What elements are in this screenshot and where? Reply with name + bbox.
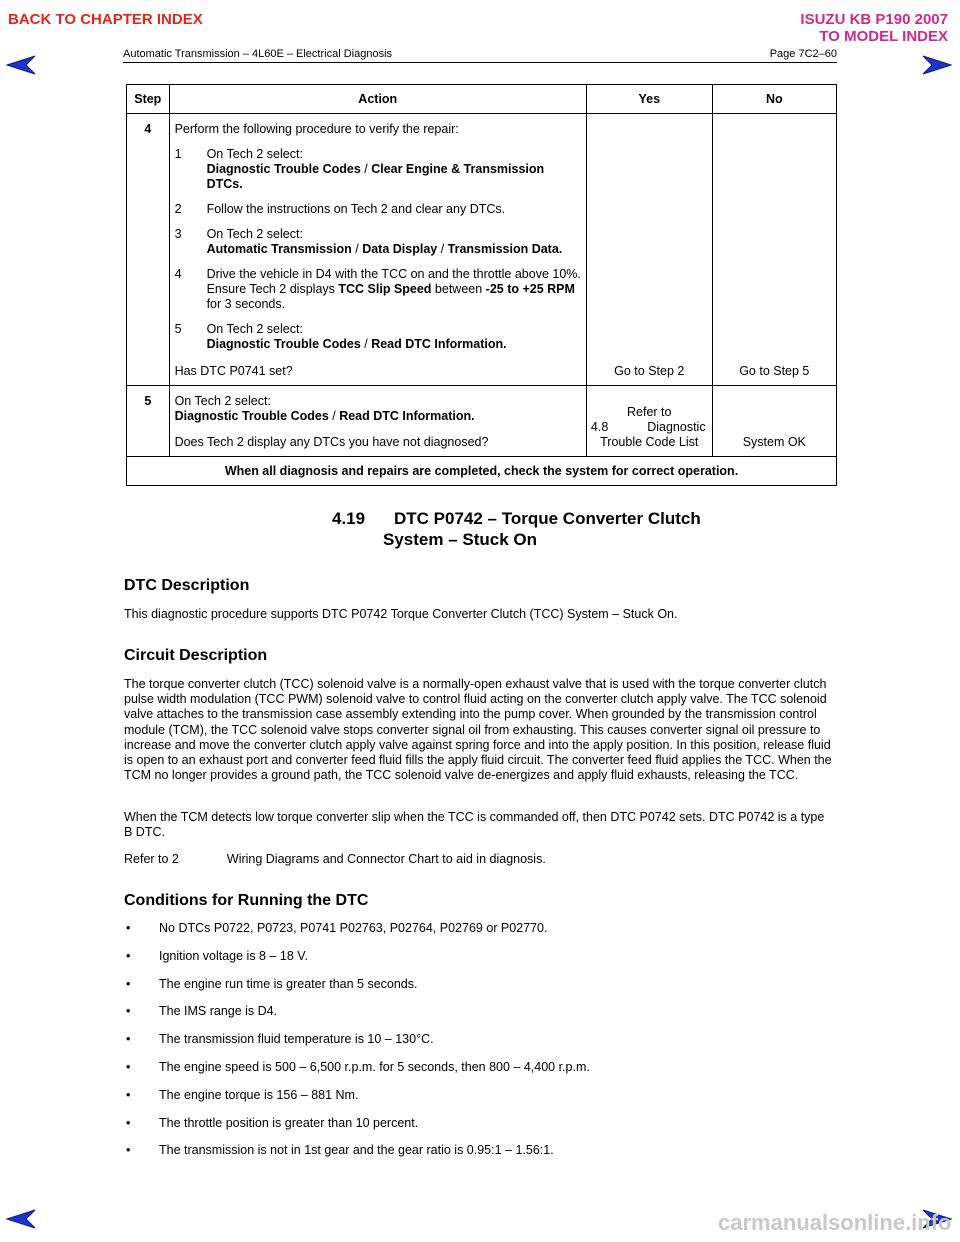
header-no: No bbox=[712, 85, 836, 114]
back-to-chapter-index-link[interactable]: BACK TO CHAPTER INDEX bbox=[8, 11, 203, 28]
procedure-intro: Perform the following procedure to verify the repair: bbox=[174, 122, 459, 136]
previous-page-arrow-bottom-icon[interactable] bbox=[6, 1208, 36, 1230]
step-action bbox=[169, 114, 586, 386]
heading-conditions: Conditions for Running the DTC bbox=[124, 892, 369, 909]
running-header: Automatic Transmission – 4L60E – Electrical Diagnosis bbox=[123, 48, 393, 60]
step-question: Has DTC P0741 set? bbox=[174, 364, 293, 378]
list-item: • The IMS range is D4. bbox=[126, 1004, 278, 1019]
model-index-link[interactable] bbox=[800, 11, 948, 45]
list-item: • The throttle position is greater than 10 percent. bbox=[126, 1115, 419, 1130]
final-note: When all diagnosis and repairs are completed, check the system for correct operation. bbox=[127, 457, 837, 486]
step-yes-result: Go to Step 2 bbox=[586, 114, 712, 386]
step-no-result: System OK bbox=[712, 386, 836, 457]
header-rule bbox=[123, 62, 837, 63]
list-item: • No DTCs P0722, P0723, P0741 P02763, P02764, P02769 or P02770. bbox=[126, 921, 548, 935]
procedure-item: 2 Follow the instructions on Tech 2 and clear any DTCs. bbox=[174, 202, 506, 216]
dtc-description-text: This diagnostic procedure supports DTC P0742 Torque Converter Clutch (TCC) System – Stuck On. bbox=[124, 607, 678, 621]
header-step: Step bbox=[127, 85, 170, 114]
circuit-description-para2: When the TCM detects low torque converter slip when the TCC is commanded off, then DTC P0742 sets. DTC P0742 is a type B DTC. bbox=[124, 810, 825, 840]
step-yes-result[interactable]: Refer to 4.8 Diagnostic Trouble Code List bbox=[586, 386, 712, 457]
header-yes: Yes bbox=[586, 85, 712, 114]
heading-dtc-description: DTC Description bbox=[124, 577, 250, 594]
to-model-index[interactable]: TO MODEL INDEX bbox=[819, 28, 948, 45]
diagnostic-steps-table bbox=[126, 84, 837, 486]
table-header-row bbox=[127, 85, 837, 114]
heading-circuit-description: Circuit Description bbox=[124, 647, 268, 664]
refer-wiring-diagrams: Refer to 2 Wiring Diagrams and Connector Chart to aid in diagnosis. bbox=[124, 852, 546, 866]
step-number: 4 bbox=[127, 114, 170, 386]
procedure-item: 3 On Tech 2 select: Automatic Transmission / Data Display / Transmission Data. bbox=[174, 227, 563, 256]
next-page-arrow-icon[interactable] bbox=[922, 54, 952, 76]
list-item: • The engine torque is 156 – 881 Nm. bbox=[126, 1087, 359, 1102]
step-no-result: Go to Step 5 bbox=[712, 114, 836, 386]
list-item: • The transmission is not in 1st gear and the gear ratio is 0.95:1 – 1.56:1. bbox=[126, 1143, 554, 1158]
conditions-list bbox=[124, 921, 836, 1171]
step-question: Does Tech 2 display any DTCs you have not diagnosed? bbox=[174, 435, 489, 449]
list-item: • Ignition voltage is 8 – 18 V. bbox=[126, 948, 308, 963]
procedure-item: 1 On Tech 2 select: Diagnostic Trouble Codes / Clear Engine & Transmission DTCs. bbox=[174, 147, 545, 191]
watermark: carmanualsonline.info bbox=[718, 1210, 952, 1235]
header-action: Action bbox=[169, 85, 586, 114]
list-item: • The engine run time is greater than 5 seconds. bbox=[126, 976, 418, 991]
table-row-step-5 bbox=[127, 386, 837, 457]
list-item: • The transmission fluid temperature is 10 – 130°C. bbox=[126, 1032, 434, 1047]
model-title: ISUZU KB P190 2007 bbox=[800, 11, 948, 28]
list-item: • The engine speed is 500 – 6,500 r.p.m. for 5 seconds, then 800 – 4,400 r.p.m. bbox=[126, 1059, 590, 1074]
previous-page-arrow-icon[interactable] bbox=[6, 54, 36, 76]
table-row-step-4 bbox=[127, 114, 837, 386]
step-action: On Tech 2 select: Diagnostic Trouble Codes / Read DTC Information. Does Tech 2 display any DTCs you have not diagnosed? bbox=[169, 386, 586, 457]
section-title: 4.19 DTC P0742 – Torque Converter Clutch System – Stuck On bbox=[332, 509, 701, 549]
step-number: 5 bbox=[127, 386, 170, 457]
procedure-item: 4 Drive the vehicle in D4 with the TCC on and the throttle above 10%. Ensure Tech 2 displays TCC Slip Speed between -25 to +25 RPM for 3 seconds. bbox=[174, 267, 581, 311]
procedure-item: 5 On Tech 2 select: Diagnostic Trouble Codes / Read DTC Information. bbox=[174, 322, 507, 351]
final-note-row bbox=[127, 457, 837, 486]
circuit-description-para1: The torque converter clutch (TCC) solenoid valve is a normally-open exhaust valve that is used with the torque converter clutch pulse width modulation (TCC PWM) solenoid valve to control fluid acting on the converter clutch apply valve. The TCC solenoid valve attaches to the transmission case assembly extending into the pump cover. When grounded by the transmission control module (TCM), the TCC solenoid valve stops converter signal oil from exhausting. This causes converter signal oil pressure to increase and move the converter clutch apply valve against spring force and into the apply position. In this position, release fluid is open to an exhaust port and converter feed fluid fills the apply fluid circuit. The converter feed fluid applies the TCC. When the TCM no longer provides a ground path, the TCC solenoid valve de-energizes and apply fluid exhausts, releasing the TCC. bbox=[124, 677, 832, 783]
page-number: Page 7C2–60 bbox=[769, 48, 837, 60]
